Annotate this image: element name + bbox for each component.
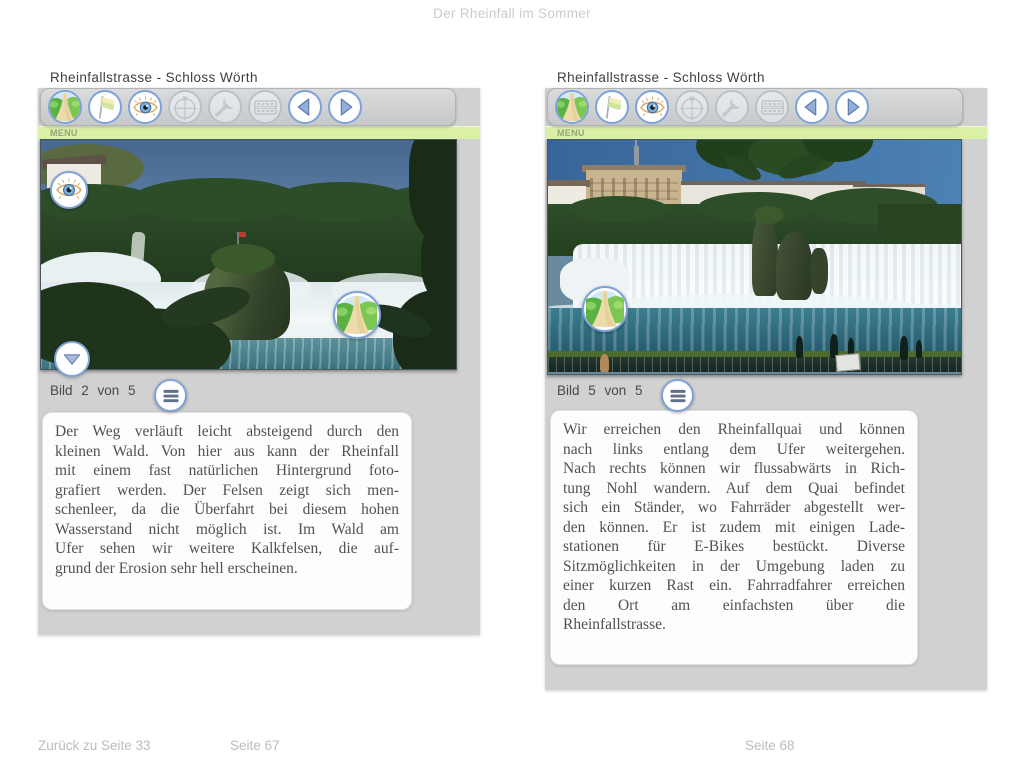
rock-pillar xyxy=(752,214,778,296)
eye-overlay-button[interactable] xyxy=(50,171,88,209)
image-counter: Bild 2 von 5 xyxy=(50,383,136,398)
film-icon xyxy=(252,94,279,121)
film-button xyxy=(755,90,789,124)
down-arrow-icon xyxy=(59,346,85,372)
toolbar xyxy=(40,88,456,126)
panel-title: Rheinfallstrasse - Schloss Wörth xyxy=(557,70,765,85)
compass-icon xyxy=(678,93,706,121)
panel-body xyxy=(38,88,480,635)
toolbar xyxy=(547,88,963,126)
eye-button[interactable] xyxy=(635,90,669,124)
scroll-down-button[interactable] xyxy=(54,341,90,377)
trail-overlay-button[interactable] xyxy=(333,291,381,339)
rock-small xyxy=(810,248,828,294)
trail-icon xyxy=(337,295,377,335)
trail-button[interactable] xyxy=(48,90,82,124)
trail-icon xyxy=(586,290,624,328)
person-silhouette xyxy=(796,336,803,358)
flag-button[interactable] xyxy=(88,90,122,124)
text-line: mit einem fast natürlichen Hintergrund foto- xyxy=(55,462,399,479)
image-list-button[interactable] xyxy=(661,379,694,412)
text-line: nach links entlang dem Ufer weitergehen. xyxy=(563,440,905,458)
text-line: einer kurzen Rast ein. Fahrradfahrer erreichen xyxy=(563,577,905,594)
text-line: stationen für E-Bikes bestückt. Diverse xyxy=(563,538,905,555)
panel-body xyxy=(545,88,987,690)
text-line: grund der Erosion sehr hell erscheinen. xyxy=(55,559,298,577)
wrench-button xyxy=(208,90,242,124)
eye-button[interactable] xyxy=(128,90,162,124)
hamburger-menu-icon xyxy=(665,383,691,409)
compass-button xyxy=(168,90,202,124)
film-button xyxy=(248,90,282,124)
quai-railing xyxy=(548,357,961,372)
rock-greenery xyxy=(754,206,784,224)
treeline xyxy=(568,196,668,222)
wrench-icon xyxy=(719,94,745,120)
image-list-button[interactable] xyxy=(154,379,187,412)
menu-bar[interactable]: MENU xyxy=(38,126,480,139)
prev-page-button[interactable] xyxy=(795,90,829,124)
image-counter: Bild 5 von 5 xyxy=(557,383,643,398)
text-line: Rheinfallstrasse. xyxy=(563,616,666,633)
flag-icon xyxy=(599,94,625,120)
text-line: Wasserstand nicht möglich ist. Im Wald am xyxy=(55,520,399,538)
rock-pillar xyxy=(776,232,812,300)
flag-icon xyxy=(92,94,118,120)
description-textbox xyxy=(550,410,918,665)
text-line: grafiert werden. Der Felsen zeigt sich men- xyxy=(55,481,399,499)
prev-arrow-icon xyxy=(799,94,825,120)
text-line: Der Weg verläuft leicht absteigend durch den xyxy=(55,423,399,440)
photo-scene xyxy=(41,140,456,369)
prev-page-button[interactable] xyxy=(288,90,322,124)
text-line: kleinen Wald. Von hier aus kann der Rheinfall xyxy=(55,442,399,460)
compass-button xyxy=(675,90,709,124)
right-page-number: Seite 68 xyxy=(745,738,795,753)
text-line: den können. Er ist zudem mit einigen Lade- xyxy=(563,518,905,536)
photo-rheinfall-quai xyxy=(547,139,962,375)
eye-icon xyxy=(639,94,666,121)
left-page-panel xyxy=(38,70,480,635)
back-to-page-33-link[interactable]: Zurück zu Seite 33 xyxy=(38,738,151,753)
next-page-button[interactable] xyxy=(835,90,869,124)
trail-icon xyxy=(50,92,80,122)
description-textbox xyxy=(42,412,412,610)
person-silhouette xyxy=(916,340,922,358)
text-line: Nach rechts können wir flussabwärts in Rich- xyxy=(563,460,905,477)
left-page-number: Seite 67 xyxy=(230,738,280,753)
next-arrow-icon xyxy=(839,94,865,120)
trail-overlay-button[interactable] xyxy=(582,286,628,332)
text-line: Wir erreichen den Rheinfallquai und können xyxy=(563,421,905,438)
eye-icon xyxy=(55,176,83,204)
text-line: sich ein Ständer, wo Fahrräder abgestellt wer- xyxy=(563,499,905,516)
wrench-button xyxy=(715,90,749,124)
page-header-title: Der Rheinfall im Sommer xyxy=(433,6,591,21)
next-page-button[interactable] xyxy=(328,90,362,124)
person xyxy=(600,354,609,372)
photo-scene xyxy=(548,140,961,374)
text-line: Sitzmöglichkeiten in der Umgebung laden zu xyxy=(563,557,905,575)
rock-greenery xyxy=(211,244,275,274)
text-line: Ufer sehen wir weitere Kalkfelsen, die auf- xyxy=(55,540,399,557)
tower-spire xyxy=(635,140,637,148)
text-line: den Ort am einfachsten über die xyxy=(563,596,905,614)
next-arrow-icon xyxy=(332,94,358,120)
trail-icon xyxy=(557,92,587,122)
person-silhouette xyxy=(900,336,908,360)
text-line: schenleer, da die Überfahrt bei diesem hohen xyxy=(55,501,399,518)
wrench-icon xyxy=(212,94,238,120)
info-sign xyxy=(835,353,860,372)
panel-title: Rheinfallstrasse - Schloss Wörth xyxy=(50,70,258,85)
flag-button[interactable] xyxy=(595,90,629,124)
photo-rheinfall-bridge xyxy=(40,139,457,370)
menu-bar[interactable]: MENU xyxy=(545,126,987,139)
eye-icon xyxy=(132,94,159,121)
red-flag xyxy=(239,232,246,237)
trail-button[interactable] xyxy=(555,90,589,124)
compass-icon xyxy=(171,93,199,121)
text-line: tung Nohl wandern. Auf dem Quai befindet xyxy=(563,479,905,497)
film-icon xyxy=(759,94,786,121)
hamburger-menu-icon xyxy=(158,383,184,409)
right-page-panel xyxy=(545,70,987,690)
prev-arrow-icon xyxy=(292,94,318,120)
